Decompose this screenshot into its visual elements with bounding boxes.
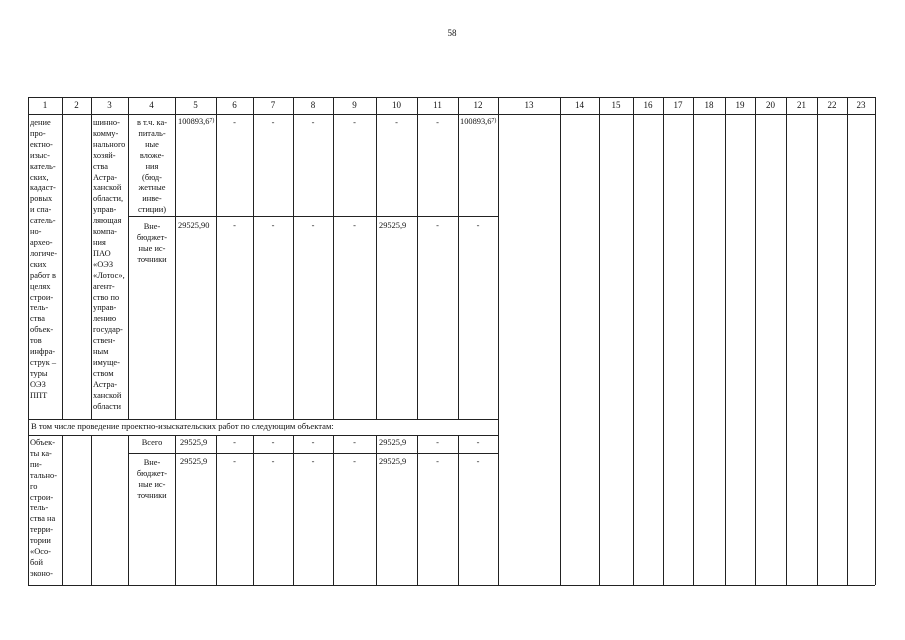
column-header: 1 [42, 100, 48, 110]
value-cell: - [311, 118, 315, 127]
grid-line [175, 435, 176, 585]
amount-cell: 100893,6$^{7)}$ [460, 117, 497, 126]
grid-line [28, 585, 875, 586]
budget-table [28, 97, 875, 585]
grid-line [498, 97, 499, 585]
value-cell: - [271, 118, 275, 127]
grid-line [28, 435, 498, 436]
value-cell: - [476, 457, 480, 466]
value-cell: - [233, 457, 236, 466]
grid-line [560, 97, 561, 585]
funding-source-cell: Вне- бюджет- ные ис- точники [136, 222, 168, 264]
executor-cell: шинно- комму- нального хозяй- ства Астра- ханской области, управ- ляющая компа- ния ПАО «ОЭЗ «Лотос», агент- ство по управ- лению государ- ствен- ным имуще- ством Астра- ханской области [93, 118, 126, 411]
value-cell: - [353, 457, 356, 466]
grid-line [599, 97, 600, 585]
column-header: 6 [232, 100, 237, 110]
footnote-mark: 7) [491, 118, 497, 124]
grid-line [376, 97, 377, 419]
grid-line [175, 97, 176, 419]
column-header: 10 [392, 100, 401, 110]
column-header: 8 [310, 100, 316, 110]
value-cell: - [271, 438, 275, 447]
grid-line [376, 435, 377, 585]
amount-cell: 29525,9 [379, 221, 407, 230]
value-cell: - [395, 118, 398, 127]
column-header: 19 [735, 100, 745, 110]
section-header: В том числе проведение проектно-изыскательских работ по следующим объектам: [31, 421, 334, 431]
funding-source-cell: Всего [141, 438, 163, 447]
grid-line [663, 97, 664, 585]
funding-source-cell: в т.ч. ка- питаль- ные вложе- ния (бюд- жетные инве- стиции) [136, 118, 168, 215]
value-cell: - [271, 221, 275, 230]
amount-cell: 29525,90 [178, 221, 210, 230]
value-cell: - [436, 221, 439, 230]
value-cell: - [311, 221, 315, 230]
column-header: 23 [856, 100, 866, 110]
column-header: 20 [766, 100, 775, 110]
grid-line [128, 453, 498, 454]
grid-line [417, 97, 418, 419]
page-number: 58 [447, 28, 457, 38]
grid-line [755, 97, 756, 585]
column-header: 2 [74, 100, 79, 110]
column-header: 17 [673, 100, 683, 110]
value-cell: - [436, 457, 439, 466]
amount-cell: 29525,9 [180, 457, 208, 466]
grid-line [91, 97, 92, 419]
amount-cell: 29525,9 [379, 457, 407, 466]
grid-line [128, 216, 498, 217]
grid-line [633, 97, 634, 585]
column-header: 18 [704, 100, 714, 110]
object-name-cell: Объек- ты ка- пи- тально- го строи- тель- ства на терри- тории «Осо- бой эконо- [30, 438, 58, 578]
column-header: 14 [575, 100, 584, 110]
grid-line [62, 97, 63, 419]
column-header: 22 [827, 100, 837, 110]
column-header: 9 [352, 100, 357, 110]
amount-cell: 29525,9 [180, 438, 208, 447]
grid-line [875, 97, 876, 585]
grid-line [91, 435, 92, 585]
value-cell: - [353, 118, 356, 127]
grid-line [28, 419, 498, 420]
footnote-mark: 7) [209, 118, 215, 124]
value-cell: - [233, 438, 236, 447]
value-cell: - [311, 438, 315, 447]
value-cell: - [436, 118, 439, 127]
value-cell: - [233, 221, 236, 230]
column-header: 15 [611, 100, 621, 110]
grid-line [216, 97, 217, 419]
value-cell: - [233, 118, 236, 127]
value-cell: - [353, 438, 356, 447]
grid-line [253, 97, 254, 419]
value-cell: - [476, 221, 480, 230]
grid-line [786, 97, 787, 585]
grid-line [847, 97, 848, 585]
column-header: 16 [643, 100, 653, 110]
grid-line [62, 435, 63, 585]
column-header: 12 [473, 100, 483, 110]
value-cell: - [353, 221, 356, 230]
value-cell: - [476, 438, 480, 447]
grid-line [293, 97, 294, 419]
value-cell: - [271, 457, 275, 466]
grid-line [28, 114, 875, 115]
grid-line [693, 97, 694, 585]
object-name-cell: дение про- ектно- изыс- катель- ских, кадаст- ровых и спа- сатель- но- архео- логиче- ских работ в целях строи- тель- ства объек- тов инфра- струк – туры ОЭЗ ППТ [30, 118, 58, 400]
column-header: 21 [797, 100, 806, 110]
grid-line [333, 97, 334, 419]
value-cell: - [311, 457, 315, 466]
column-header: 3 [107, 100, 112, 110]
column-header: 7 [270, 100, 276, 110]
column-header: 4 [149, 100, 154, 110]
grid-line [725, 97, 726, 585]
amount-cell: 100893,6$^{7)}$ [178, 117, 215, 126]
column-header: 13 [524, 100, 534, 110]
column-header: 11 [433, 100, 442, 110]
funding-source-cell: Вне- бюджет- ные ис- точники [136, 458, 168, 500]
grid-line [28, 97, 29, 585]
column-header: 5 [193, 100, 198, 110]
value-cell: - [436, 438, 439, 447]
grid-line [458, 97, 459, 419]
amount-cell: 29525,9 [379, 438, 407, 447]
grid-line [817, 97, 818, 585]
